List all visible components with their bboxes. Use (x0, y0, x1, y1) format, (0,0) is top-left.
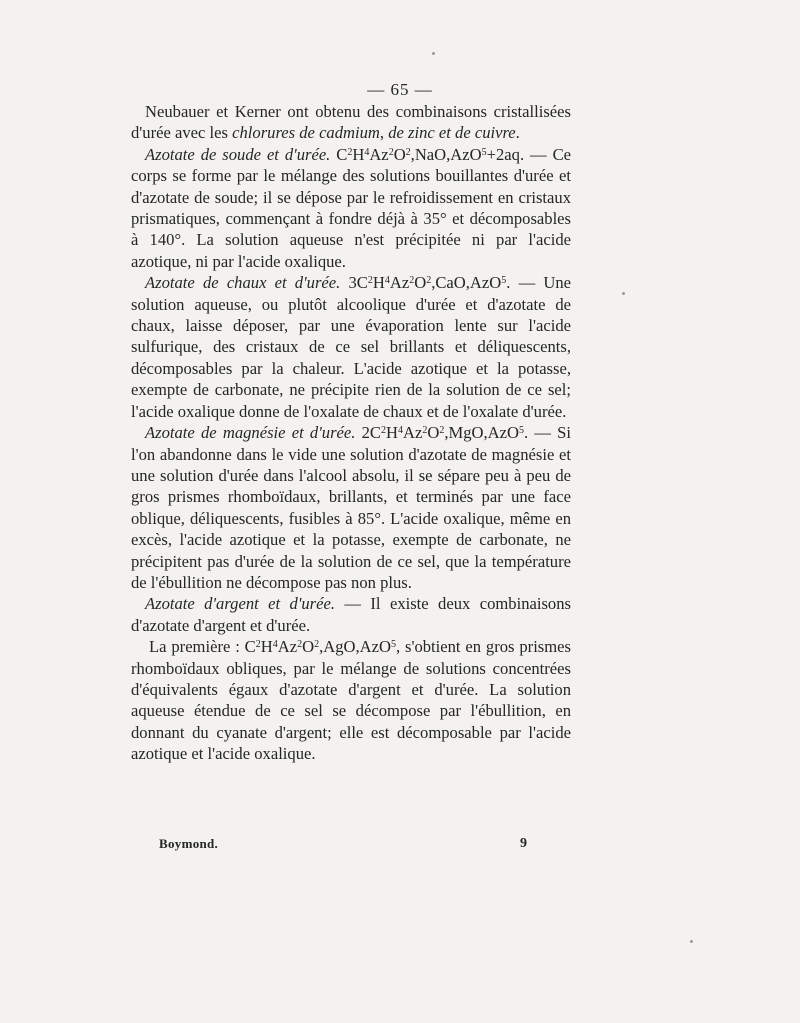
formula-run: O (427, 423, 440, 443)
formula-sup: 5 (501, 275, 507, 287)
text-run: , (379, 123, 389, 143)
text-run: . (515, 123, 520, 143)
formula-sup: 4 (397, 425, 403, 437)
section-title: Azotate de soude et d'urée. (145, 144, 331, 164)
formula-run: 2C (355, 423, 381, 443)
formula-run: ,MgO,AzO (444, 423, 519, 443)
formula-run: C (330, 144, 348, 164)
formula-sup: 2 (405, 146, 411, 158)
text-run: — Il existe deux combinaisons d'azotate d'argent et d'urée. (131, 594, 571, 635)
formula-sup: 2 (409, 275, 415, 287)
formula-sup: 5 (390, 639, 396, 651)
paragraph-azotate-soude (131, 144, 571, 272)
formula-sup: 2 (347, 146, 353, 158)
formula-run: 3C (340, 273, 368, 293)
paragraph-cadmium-zinc (131, 101, 571, 144)
formula-sup: 2 (380, 425, 386, 437)
formula-sup: 2 (367, 275, 373, 287)
paragraph-azotate-magnesie (131, 422, 571, 593)
formula-sup: 2 (439, 425, 445, 437)
formula-run: O (302, 637, 315, 657)
formula-run: ,CaO,AzO (431, 273, 502, 293)
formula-run: H (260, 637, 273, 657)
paragraph-azotate-argent (131, 593, 571, 636)
formula-sup: 5 (481, 146, 487, 158)
sheet-number: 9 (520, 836, 527, 851)
formula-sup: 2 (297, 639, 303, 651)
formula-sup: 4 (272, 639, 278, 651)
paper-speck (690, 940, 693, 943)
text-run: +2aq. — Ce corps se forme par le mélange des solutions bouillantes d'urée et d'azotate de soude; il se dépose par le refroidissement en cristaux prismatiques, commençant à fondre déjà à 35° et décomposables à 140°. La solution aqueuse n'est précipitée ni par l'acide azotique, ni par l'acide oxalique. (131, 144, 571, 271)
formula-sup: 2 (426, 275, 432, 287)
text-run: La première : C (149, 637, 256, 657)
text-run: Neubauer et Kerner ont obtenu des combinaisons cristallisées d'urée avec les (131, 102, 571, 143)
formula-run: Az (277, 637, 298, 657)
paragraph-azotate-chaux (131, 272, 571, 422)
formula-run: H (352, 144, 365, 164)
formula-run: ,AgO,AzO (319, 637, 391, 657)
paper-speck (622, 292, 625, 295)
section-title: Azotate de magnésie et d'urée. (145, 423, 356, 443)
formula-run: H (385, 423, 398, 443)
formula-sup: 5 (518, 425, 524, 437)
text-run: , s'obtient en gros prismes rhomboïdaux obliques, par le mélange de solutions concentrées d'équivalents égaux d'azotate d'argent et d'urée. La solution aqueuse étendue de ce sel se décompose par l'ébullition, en donnant du cyanate d'argent; elle est décomposable par l'acide azotique et l'acide oxalique. (131, 637, 571, 764)
formula-run: O (393, 144, 406, 164)
formula-sup: 2 (422, 425, 428, 437)
formula-sup: 2 (388, 146, 394, 158)
printer-signature: Boymond. (159, 836, 219, 851)
formula-sup: 4 (384, 275, 390, 287)
formula-run: Az (389, 273, 410, 293)
text-run: . — Si l'on abandonne dans le vide une solution d'azotate de magnésie et une solution d'urée dans l'alcool absolu, il se sépare peu à peu de gros prismes rhomboïdaux, brillants, et terminés par une face oblique, déliquescents, fusibles à 85°. L'acide oxalique, même en excès, l'acide azotique et la potasse, exempte de carbonate, ne précipitent pas d'urée de la solution de ce sel, que la température de l'ébullition ne décompose pas non plus. (131, 423, 571, 592)
paragraph-premiere-combinaison (131, 636, 571, 764)
formula-sup: 4 (364, 146, 370, 158)
section-title: Azotate d'argent et d'urée. (145, 594, 335, 614)
paper-speck (432, 52, 435, 55)
formula-run: ,NaO,AzO (410, 144, 482, 164)
formula-run: O (414, 273, 427, 293)
section-title: Azotate de chaux et d'urée. (145, 273, 341, 293)
formula-sup: 2 (255, 639, 261, 651)
formula-run: H (372, 273, 385, 293)
text-run: . — Une solution aqueuse, ou plutôt alcoolique d'urée et d'azotate de chaux, laisse déposer, par une évaporation lente sur l'acide sulfurique, des cristaux de ce sel brillants et déliquescents, décomposables par la chaleur. L'acide azotique et la potasse, exempte de carbonate, ne précipite rien de la solution de ce sel; l'acide oxalique donne de l'oxalate de chaux et de l'oxalate d'urée. (131, 273, 572, 421)
formula-run: Az (369, 144, 389, 164)
formula-run: Az (402, 423, 423, 443)
italic-run: de zinc et de cuivre (388, 123, 516, 143)
formula-sup: 2 (314, 639, 320, 651)
page-number: — 65 — (367, 80, 433, 99)
body-text (131, 101, 571, 765)
italic-run: chlorures de cadmium (232, 123, 380, 143)
